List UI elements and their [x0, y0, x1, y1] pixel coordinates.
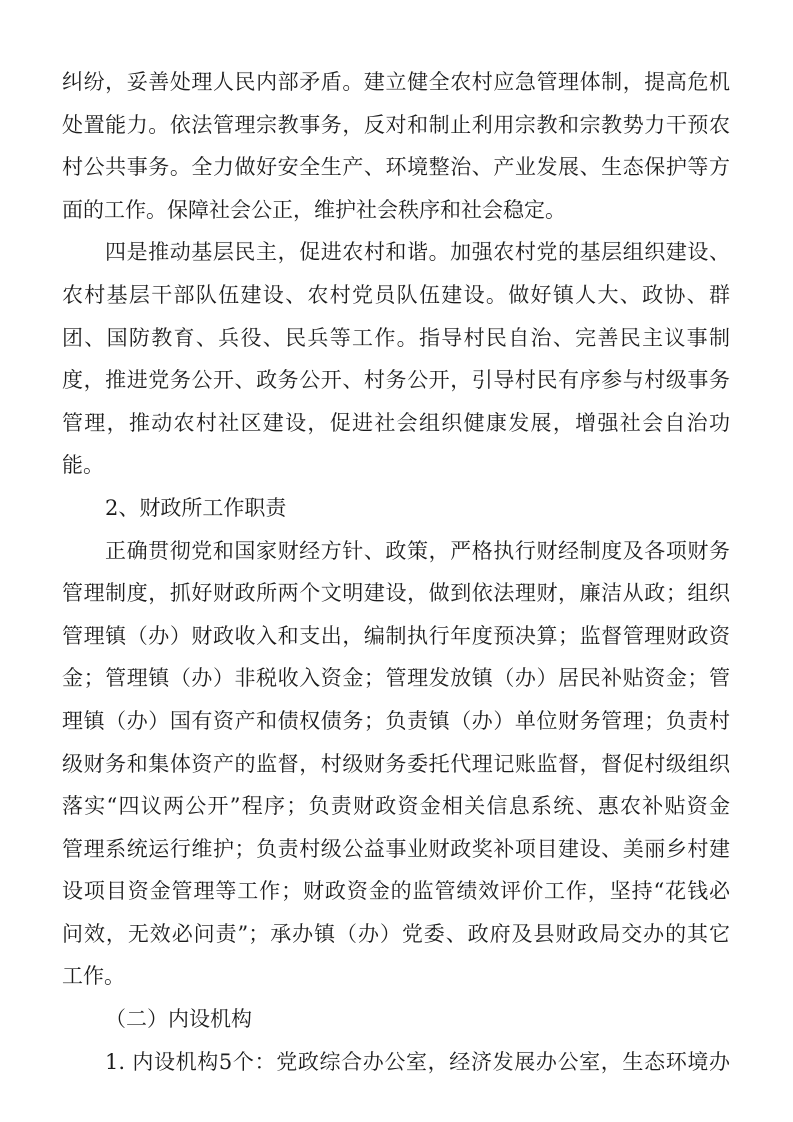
text-line: 度，推进党务公开、政务公开、村务公开，引导村民有序参与村级事务	[62, 368, 730, 393]
text-line: 管理制度，抓好财政所两个文明建设，做到依法理财，廉洁从政；组织	[62, 581, 730, 606]
text-line: 管理，推动农村社区建设，促进社会组织健康发展，增强社会自治功	[62, 410, 730, 435]
para-grassroots-democracy	[62, 231, 730, 487]
text-line: 能。	[62, 453, 104, 478]
text-line: 工作。	[62, 964, 125, 989]
text-line: 面的工作。保障社会公正，维护社会秩序和社会稳定。	[62, 197, 566, 222]
text-line: 理镇（办）国有资产和债权债务；负责镇（办）单位财务管理；负责村	[62, 708, 730, 733]
text-line: 1. 内设机构5个：党政综合办公室，经济发展办公室，生态环境办	[105, 1049, 730, 1074]
text-line: 村公共事务。全力做好安全生产、环境整治、产业发展、生态保护等方	[62, 155, 730, 180]
text-line: 管理系统运行维护；负责村级公益事业财政奖补项目建设、美丽乡村建	[62, 836, 730, 861]
text-line: 处置能力。依法管理宗教事务，反对和制止利用宗教和宗教势力干预农	[62, 112, 730, 137]
para-finance-office-duties	[62, 530, 730, 999]
heading-internal-organs	[62, 998, 730, 1041]
heading-finance-office-duties	[62, 487, 730, 530]
text-line: 金；管理镇（办）非税收入资金；管理发放镇（办）居民补贴资金；管	[62, 666, 730, 691]
text-line: 四是推动基层民主，促进农村和谐。加强农村党的基层组织建设、	[105, 240, 730, 265]
text-line: 正确贯彻党和国家财经方针、政策，严格执行财经制度及各项财务	[105, 538, 730, 563]
text-line: 设项目资金管理等工作；财政资金的监管绩效评价工作，坚持“花钱必	[62, 879, 730, 904]
document-body	[62, 61, 730, 1083]
text-line: 农村基层干部队伍建设、农村党员队伍建设。做好镇人大、政协、群	[62, 282, 730, 307]
para-stability-continued	[62, 61, 730, 231]
para-internal-organs	[62, 1041, 730, 1084]
text-line: 纠纷，妥善处理人民内部矛盾。建立健全农村应急管理体制，提高危机	[62, 70, 730, 94]
text-line: （二）内设机构	[105, 1007, 252, 1032]
text-line: 2、财政所工作职责	[105, 495, 287, 520]
text-line: 级财务和集体资产的监督，村级财务委托代理记账监督，督促村级组织	[62, 751, 730, 776]
text-line: 落实“四议两公开”程序；负责财政资金相关信息系统、惠农补贴资金	[62, 794, 730, 819]
text-line: 团、国防教育、兵役、民兵等工作。指导村民自治、完善民主议事制	[62, 325, 730, 350]
text-line: 问效，无效必问责”；承办镇（办）党委、政府及县财政局交办的其它	[62, 921, 730, 946]
text-line: 管理镇（办）财政收入和支出，编制执行年度预决算；监督管理财政资	[62, 623, 730, 648]
